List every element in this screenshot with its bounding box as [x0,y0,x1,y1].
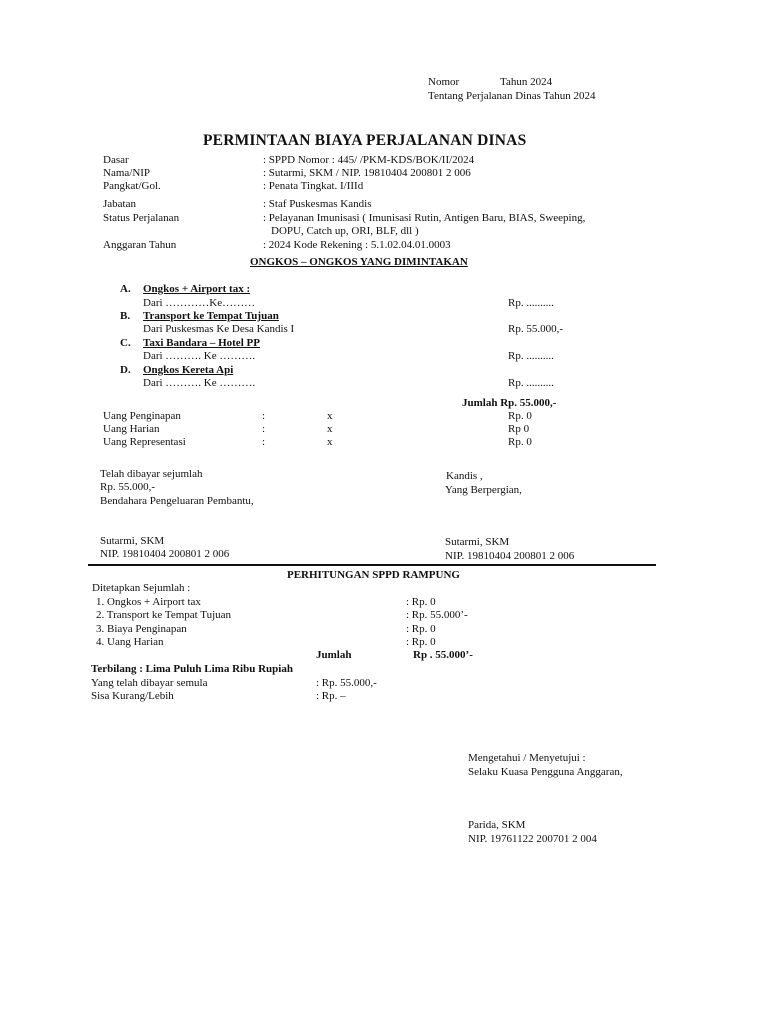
jabatan-label: Jabatan [103,198,136,210]
transport-amount: Rp. 55.000,- [508,323,563,335]
sisa-value: : Rp. – [316,690,346,702]
traveler-name: Sutarmi, SKM [445,536,510,548]
rampung-item-label: 1. Ongkos + Airport tax [96,596,201,608]
rampung-jumlah-label: Jumlah [316,649,352,661]
uang-penginapan-amount: Rp. 0 [508,410,532,422]
section-divider [88,564,656,566]
uang-penginapan-colon: : [262,410,266,422]
kereta-detail: Dari ………. Ke ………. [143,377,256,389]
yang-berpergian: Yang Berpergian, [445,484,522,496]
dibayar-semula-value: : Rp. 55.000,- [316,677,377,689]
ongkos-detail: Dari …………Ke……… [143,297,256,309]
kereta-letter: D. [120,364,131,376]
uang-representasi-label: Uang Representasi [103,436,186,448]
approver-nip: NIP. 19761122 200701 2 004 [468,833,597,845]
uang-harian-x: x [327,423,333,435]
uang-representasi-x: x [327,436,333,448]
sisa-label: Sisa Kurang/Lebih [91,690,174,702]
tentang-label: Tentang Perjalanan Dinas Tahun 2024 [428,90,596,102]
rampung-item-amount: : Rp. 55.000’- [406,609,468,621]
pangkat-value: : Penata Tingkat. I/IIId [263,180,364,192]
dasar-label: Dasar [103,154,129,166]
rampung-heading: PERHITUNGAN SPPD RAMPUNG [287,569,460,581]
rampung-item-label: 3. Biaya Penginapan [96,623,187,635]
kereta-title: Ongkos Kereta Api [143,364,234,376]
anggaran-label: Anggaran Tahun [103,239,177,251]
transport-letter: B. [120,310,131,322]
kpa-label: Selaku Kuasa Pengguna Anggaran, [468,766,623,778]
nomor-label: Nomor [428,76,460,88]
rampung-item-amount: : Rp. 0 [406,636,436,648]
ongkos-title: Ongkos + Airport tax : [143,283,251,295]
approver-name: Parida, SKM [468,819,526,831]
bendahara-label: Bendahara Pengeluaran Pembantu, [100,495,254,507]
mengetahui-label: Mengetahui / Menyetujui : [468,752,586,764]
nama-label: Nama/NIP [103,167,151,179]
traveler-nip: NIP. 19810404 200801 2 006 [445,550,575,562]
anggaran-value: : 2024 Kode Rekening : 5.1.02.04.01.0003 [263,239,451,251]
rampung-jumlah-value: Rp . 55.000’- [413,649,473,661]
bendahara-name: Sutarmi, SKM [100,535,165,547]
status-label: Status Perjalanan [103,212,180,224]
uang-harian-colon: : [262,423,266,435]
taxi-detail: Dari ………. Ke ………. [143,350,256,362]
tahun-label: Tahun 2024 [500,76,553,88]
taxi-amount: Rp. .......... [508,350,554,362]
telah-dibayar: Telah dibayar sejumlah [100,468,203,480]
transport-title: Transport ke Tempat Tujuan [143,310,279,322]
uang-representasi-colon: : [262,436,266,448]
uang-representasi-amount: Rp. 0 [508,436,532,448]
nama-value: : Sutarmi, SKM / NIP. 19810404 200801 2 006 [263,167,471,179]
uang-harian-amount: Rp 0 [508,423,530,435]
rampung-item-label: 4. Uang Harian [96,636,164,648]
telah-dibayar-amount: Rp. 55.000,- [100,481,155,493]
status-value: : Pelayanan Imunisasi ( Imunisasi Rutin, Antigen Baru, BIAS, Sweeping, [263,212,586,224]
transport-detail: Dari Puskesmas Ke Desa Kandis I [143,323,295,335]
uang-penginapan-label: Uang Penginapan [103,410,181,422]
jabatan-value: : Staf Puskesmas Kandis [263,198,372,210]
page-title: PERMINTAAN BIAYA PERJALANAN DINAS [203,132,527,149]
rampung-item-amount: : Rp. 0 [406,623,436,635]
ongkos-amount: Rp. .......... [508,297,554,309]
dibayar-semula-label: Yang telah dibayar semula [91,677,208,689]
taxi-title: Taxi Bandara – Hotel PP [143,337,260,349]
kandis-label: Kandis , [446,470,483,482]
uang-penginapan-x: x [327,410,333,422]
dasar-value: : SPPD Nomor : 445/ /PKM-KDS/BOK/II/2024 [263,154,475,166]
rampung-item-label: 2. Transport ke Tempat Tujuan [96,609,232,621]
pangkat-label: Pangkat/Gol. [103,180,161,192]
ongkos-letter: A. [120,283,131,295]
terbilang: Terbilang : Lima Puluh Lima Ribu Rupiah [91,663,293,675]
ongkos-heading: ONGKOS – ONGKOS YANG DIMINTAKAN [250,256,468,268]
status-value-cont: DOPU, Catch up, ORI, BLF, dll ) [271,225,419,237]
rampung-item-amount: : Rp. 0 [406,596,436,608]
ongkos-jumlah: Jumlah Rp. 55.000,- [462,397,557,409]
uang-harian-label: Uang Harian [103,423,160,435]
bendahara-nip: NIP. 19810404 200801 2 006 [100,548,230,560]
rampung-intro: Ditetapkan Sejumlah : [92,582,191,594]
kereta-amount: Rp. .......... [508,377,554,389]
taxi-letter: C. [120,337,131,349]
